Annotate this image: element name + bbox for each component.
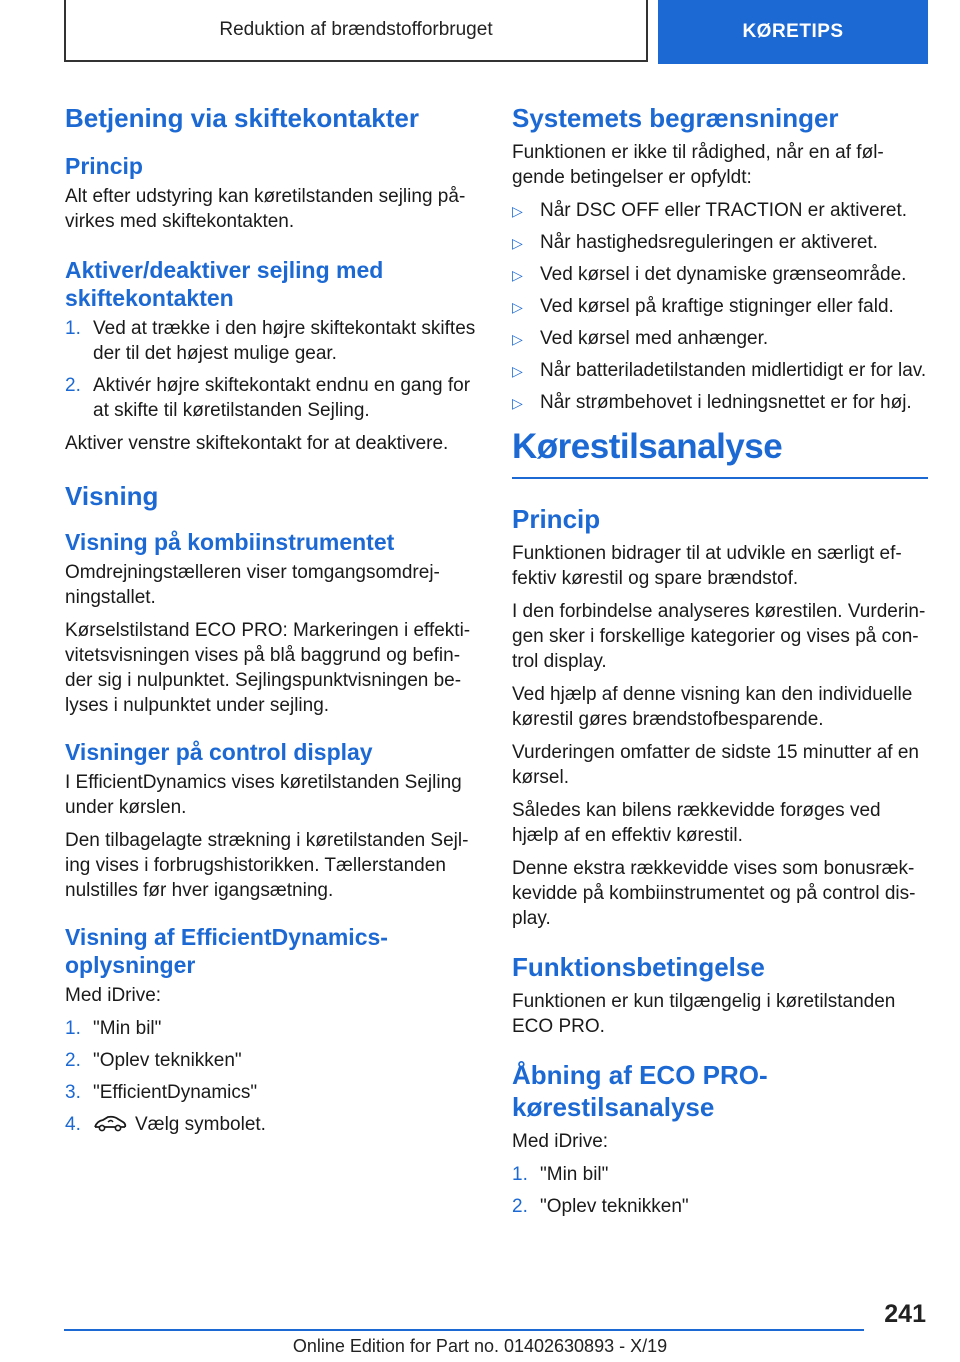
left-column bbox=[65, 98, 481, 1145]
limitation-list bbox=[512, 198, 928, 415]
paragraph-control-1: I EfficientDynamics vises køretilstanden Sejling under kørslen. bbox=[65, 772, 462, 818]
paragraph-kombi-2: Kørselstilstand ECO PRO: Markeringen i effektivitetsvisningen vises på blå baggrund og befinder sig i nulpunktet. Sejlingspunktvisningen belyses i nulpunktet under sejling. bbox=[65, 620, 471, 716]
heading-efficient: Visning af EfficientDynamics-oplysninger bbox=[65, 924, 388, 978]
paragraph-princip-1: Funktionen bidrager til at udvikle en særligt effektiv kørestil og spare brændstof. bbox=[512, 543, 902, 589]
triangle-right-icon: ▷ bbox=[512, 267, 523, 283]
heading-funktion: Funktionsbetingelse bbox=[512, 952, 765, 982]
list-item: ▷ Når hastighedsreguleringen er aktiveret. bbox=[512, 230, 928, 255]
triangle-right-icon: ▷ bbox=[512, 395, 523, 411]
list-item: ▷ Når DSC OFF eller TRACTION er aktiveret. bbox=[512, 198, 928, 223]
heading-aabning: Åbning af ECO PRO-kørestilsanalyse bbox=[512, 1060, 768, 1122]
page-number: 241 bbox=[884, 1300, 926, 1328]
triangle-right-icon: ▷ bbox=[512, 235, 523, 251]
list-item: ▷ Ved kørsel med anhænger. bbox=[512, 326, 928, 351]
triangle-right-icon: ▷ bbox=[512, 363, 523, 379]
list-item: 3. "EfficientDynamics" bbox=[65, 1082, 258, 1103]
heading-princip-right: Princip bbox=[512, 504, 601, 534]
car-efficient-icon bbox=[93, 1113, 127, 1133]
heading-betjening: Betjening via skiftekontakter bbox=[65, 103, 419, 133]
paragraph-system: Funktionen er ikke til rådighed, når en af følgende betingelser er opfyldt: bbox=[512, 142, 884, 188]
list-item: 2. "Oplev teknikken" bbox=[65, 1050, 242, 1071]
paragraph-idrive: Med iDrive: bbox=[65, 985, 162, 1006]
edition-text: Online Edition for Part no. 01402630893 - X/19 bbox=[292, 1336, 668, 1356]
list-item: ▷ Ved kørsel på kraftige stigninger eller fald. bbox=[512, 294, 928, 319]
heading-control: Visninger på control display bbox=[65, 739, 373, 765]
list-item: ▷ Når strømbehovet i ledningsnettet er for høj. bbox=[512, 390, 928, 415]
heading-kombi: Visning på kombiinstrumentet bbox=[65, 529, 395, 555]
paragraph-princip-4: Vurderingen omfatter de sidste 15 minutter af en kørsel. bbox=[512, 742, 919, 788]
footer-divider bbox=[64, 1329, 864, 1331]
aktiver-steps bbox=[65, 316, 481, 423]
triangle-right-icon: ▷ bbox=[512, 299, 523, 315]
paragraph-idrive-right: Med iDrive: bbox=[512, 1131, 609, 1152]
chapter-tab[interactable]: KØRETIPS bbox=[658, 0, 928, 64]
triangle-right-icon: ▷ bbox=[512, 203, 523, 219]
paragraph-princip-6: Denne ekstra rækkevidde vises som bonusrækkevidde på kombiinstrumentet og på control display. bbox=[512, 858, 916, 929]
heading-korestilsanalyse: Kørestilsanalyse bbox=[512, 425, 928, 479]
list-item: 1. "Min bil" bbox=[512, 1164, 609, 1185]
page-header bbox=[64, 0, 928, 64]
paragraph-control-2: Den tilbagelagte strækning i køretilstanden Sejling vises i forbrugshistorikken. Tællerstanden nulstilles før hver igangsætning. bbox=[65, 830, 469, 901]
list-item: 2. "Oplev teknikken" bbox=[512, 1196, 689, 1217]
idrive-steps-right bbox=[512, 1162, 928, 1219]
paragraph-princip-3: Ved hjælp af denne visning kan den individuelle kørestil gøres brændstofbesparende. bbox=[512, 684, 913, 730]
paragraph-kombi-1: Omdrejningstælleren viser tomgangsomdrejningstallet. bbox=[65, 562, 440, 608]
paragraph-funktion: Funktionen er kun tilgængelig i køretilstanden ECO PRO. bbox=[512, 991, 896, 1037]
list-item: 1. "Min bil" bbox=[65, 1018, 162, 1039]
list-item: ▷ Ved kørsel i det dynamiske grænseområde. bbox=[512, 262, 928, 287]
paragraph-princip: Alt efter udstyring kan køretilstanden sejling påvirkes med skiftekontakten. bbox=[65, 186, 466, 232]
heading-princip: Princip bbox=[65, 153, 143, 179]
heading-visning: Visning bbox=[65, 481, 159, 511]
list-item: ▷ Når batteriladetilstanden midlertidigt er for lav. bbox=[512, 358, 928, 383]
heading-aktiver: Aktiver/deaktiver sejling med skiftekontakten bbox=[65, 257, 384, 311]
idrive-steps bbox=[65, 1016, 481, 1137]
triangle-right-icon: ▷ bbox=[512, 331, 523, 347]
right-column bbox=[512, 98, 928, 1227]
list-item: 1. Ved at trække i den højre skiftekontakt skiftes der til det højest mulige gear. bbox=[65, 318, 476, 364]
paragraph-princip-2: I den forbindelse analyseres kørestilen. Vurderingen sker i forskellige kategorier og vises på control display. bbox=[512, 601, 926, 672]
list-item: 2. Aktivér højre skiftekontakt endnu en gang for at skifte til køretilstanden Sejling. bbox=[65, 375, 471, 421]
heading-system: Systemets begrænsninger bbox=[512, 103, 839, 133]
paragraph-princip-5: Således kan bilens rækkevidde forøges ved hjælp af en effektiv kørestil. bbox=[512, 800, 881, 846]
list-item: 4. Vælg symbolet. bbox=[65, 1114, 266, 1135]
section-title: Reduktion af brændstofforbruget bbox=[64, 0, 648, 62]
paragraph-deaktiver: Aktiver venstre skiftekontakt for at deaktivere. bbox=[65, 433, 449, 454]
